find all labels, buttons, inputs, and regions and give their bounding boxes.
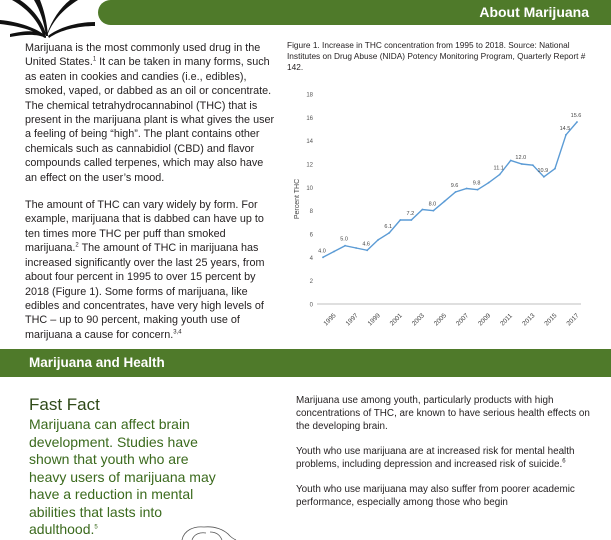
data-point-2012	[510, 160, 512, 162]
intro-text	[25, 41, 277, 355]
data-point-2018	[576, 121, 578, 123]
health-section-header	[0, 349, 611, 377]
data-point-2014	[532, 164, 534, 166]
data-point-2015	[543, 176, 545, 178]
data-point-2010	[488, 182, 490, 184]
data-point-1999	[366, 249, 368, 251]
x-tick-label-2: 1999	[366, 312, 382, 328]
y-tick-label-7: 14	[306, 139, 313, 146]
x-tick-label-3: 2001	[388, 312, 404, 328]
y-tick-label-2: 4	[309, 255, 313, 262]
health-paragraph-1: Marijuana use among youth, particularly products with high concentrations of THC, are known to have serious health effects on the developing brain.	[296, 395, 590, 432]
thc-series-line	[323, 122, 577, 257]
data-point-2005	[433, 210, 435, 212]
header-title: About Marijuana	[479, 4, 589, 20]
y-axis-title: Percent THC	[294, 178, 301, 220]
data-point-1996	[333, 251, 335, 253]
data-label-1997: 5.0	[340, 236, 348, 243]
data-point-2003	[410, 219, 412, 221]
x-tick-label-8: 2011	[499, 312, 514, 328]
ref-2: 2	[75, 242, 79, 249]
data-label-2003: 7.2	[406, 211, 415, 217]
data-point-2017	[565, 134, 567, 136]
x-tick-label-0: 1995	[322, 312, 338, 328]
fast-fact-body: Marijuana can affect brain development. Studies have shown that youth who are heavy users of marijuana may have a reduction in mental abilities that lasts into adulthood.$^5$	[29, 416, 216, 537]
y-tick-label-6: 12	[306, 162, 313, 169]
data-label-2013: 12.0	[515, 155, 527, 161]
data-point-2006	[444, 200, 446, 202]
data-label-2007: 9.6	[450, 183, 459, 189]
data-label-1999: 4.6	[362, 241, 371, 248]
data-point-2008	[466, 188, 468, 190]
cannabis-leaf-icon	[0, 0, 95, 38]
data-point-2001	[388, 232, 390, 234]
data-label-2011: 11.1	[493, 165, 504, 172]
health-paragraph-2: Youth who use marijuana are at increased risk for mental health problems, including depression and increased risk of suicide.$^6$	[296, 446, 575, 470]
data-label-2001: 6.1	[384, 223, 393, 230]
health-paragraph-3: Youth who use marijuana may also suffer from poorer academic performance, especially among those who begin	[296, 484, 575, 508]
y-tick-label-9: 18	[306, 92, 313, 99]
data-label-2017: 14.5	[559, 125, 571, 132]
health-section-title: Marijuana and Health	[29, 355, 165, 370]
data-point-2004	[421, 209, 423, 211]
data-label-2018: 15.6	[570, 113, 582, 119]
x-tick-label-11: 2017	[565, 312, 581, 328]
data-label-2005: 8.0	[428, 201, 437, 208]
ref-6: 6	[562, 458, 566, 465]
data-point-2013	[521, 163, 523, 165]
fast-fact-title: Fast Fact	[29, 395, 100, 414]
data-point-1998	[355, 247, 357, 249]
data-point-2002	[399, 219, 401, 221]
x-tick-label-6: 2007	[454, 312, 471, 328]
data-label-2015: 10.9	[537, 167, 549, 174]
y-tick-label-5: 10	[306, 185, 313, 192]
y-tick-label-3: 6	[309, 232, 313, 239]
y-tick-label-0: 0	[309, 302, 313, 309]
intro-paragraph-1: Marijuana is the most commonly used drug in the United States.$^1$ It can be taken in many forms, such as eaten in cookies and candies (i.e., edibles), smoked, vaped, or dabbed as an oil or concentrate. The chemical tetrahydrocannabinol (THC) that is present in the marijuana plant is what gives the user a feeling of being “high”. The plant contains other chemicals such as cannabidiol (CBD) and flavor compounds called terpenes, which may also have an effect on the user’s mood.	[25, 42, 275, 184]
data-point-2009	[477, 189, 479, 191]
ref-3-4: 3,4	[173, 329, 182, 336]
brain-sketch-icon	[178, 524, 238, 540]
data-point-1997	[344, 245, 346, 247]
x-tick-label-7: 2009	[477, 312, 493, 328]
intro-paragraph-2: The amount of THC can vary widely by form. For example, marijuana that is dabbed can have up to ten times more THC per puff than smoked marijuana.$^2$ The amount of THC in marijuana has increased significantly over the last 25 years, from about four percent in 1995 to over 15 percent by 2018 (Figure 1). Some forms of marijuana, like edibles and concentrates, have very high levels of THC – up to 90 percent, making youth use of marijuana a cause for concern.$^{3,4}$	[25, 199, 265, 341]
x-tick-label-10: 2015	[543, 312, 559, 328]
figure-caption: Figure 1. Increase in THC concentration from 1995 to 2018. Source: National Institutes on Drug Abuse (NIDA) Potency Monitoring Program, Quarterly Report # 142.	[287, 40, 586, 72]
thc-line-chart	[287, 84, 597, 334]
y-tick-label-4: 8	[309, 209, 313, 216]
data-label-1995: 4.0	[318, 248, 326, 255]
data-point-2000	[377, 239, 379, 241]
about-marijuana-header	[98, 0, 611, 25]
data-point-2016	[554, 168, 556, 170]
ref-5: 5	[94, 524, 98, 531]
x-tick-label-5: 2005	[432, 312, 449, 328]
x-tick-label-1: 1997	[344, 312, 360, 328]
x-tick-label-4: 2003	[410, 312, 426, 328]
y-tick-label-8: 16	[306, 115, 313, 122]
data-label-2009: 9.8	[472, 180, 481, 187]
data-point-2011	[499, 174, 501, 176]
data-point-2007	[455, 191, 457, 193]
x-tick-label-9: 2013	[521, 312, 537, 328]
health-text	[296, 394, 592, 521]
data-point-1995	[322, 256, 324, 258]
y-tick-label-1: 2	[309, 279, 313, 286]
ref-1: 1	[92, 56, 97, 63]
